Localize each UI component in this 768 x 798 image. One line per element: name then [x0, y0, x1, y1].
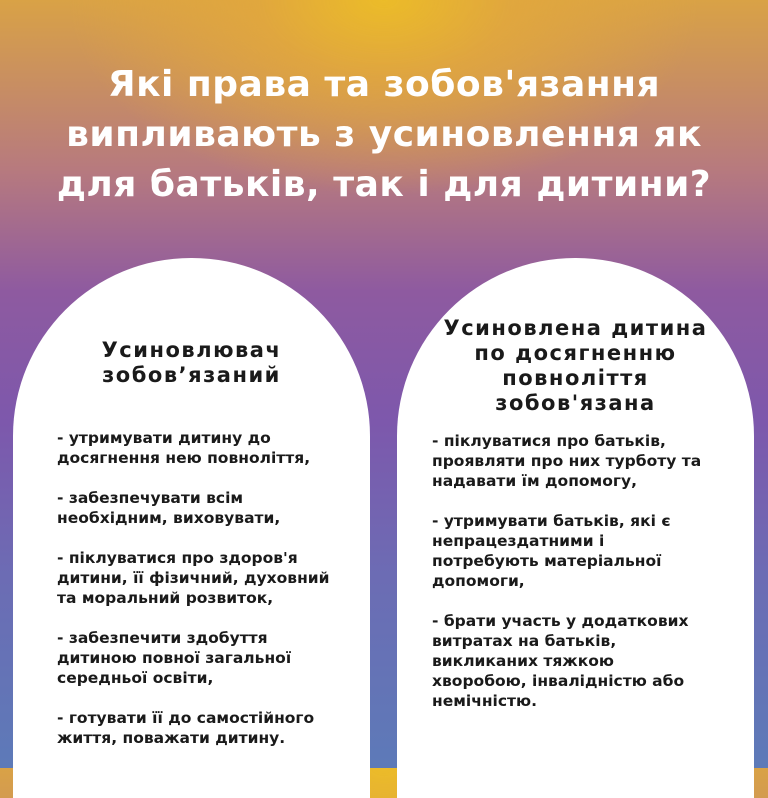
adopted-child-duties-list: [432, 431, 742, 731]
list-item: - утримувати дитину до досягнення нею повноліття,: [57, 429, 311, 467]
adopted-child-duties-heading: Усиновлена дитина по досягненню повноліття зобов'язана: [443, 316, 708, 415]
list-item: - забезпечити здобуття дитиною повної загальної середньої освіти,: [57, 629, 292, 687]
adopter-duties-card: [13, 258, 370, 798]
adopter-duties-heading: Усиновлювач зобов’язаний: [101, 338, 282, 387]
list-item: - брати участь у додаткових витратах на батьків, викликаних тяжкою хворобою, інвалідністю або немічністю.: [432, 612, 689, 710]
list-item: - піклуватися про здоров'я дитини, її фізичний, духовний та моральний розвиток,: [57, 549, 330, 607]
adopted-child-duties-card: [397, 258, 754, 798]
list-item: - піклуватися про батьків, проявляти про них турботу та надавати їм допомогу,: [432, 432, 702, 490]
adopter-duties-list: [57, 428, 357, 768]
list-item: - забезпечувати всім необхідним, виховувати,: [57, 489, 281, 527]
list-item: - готувати її до самостійного життя, поважати дитину.: [57, 709, 315, 747]
list-item: - утримувати батьків, які є непрацездатними і потребують матеріальної допомоги,: [432, 512, 671, 590]
page-title: Які права та зобов'язання випливають з усиновлення як для батьків, так і для дитини?: [56, 64, 712, 205]
